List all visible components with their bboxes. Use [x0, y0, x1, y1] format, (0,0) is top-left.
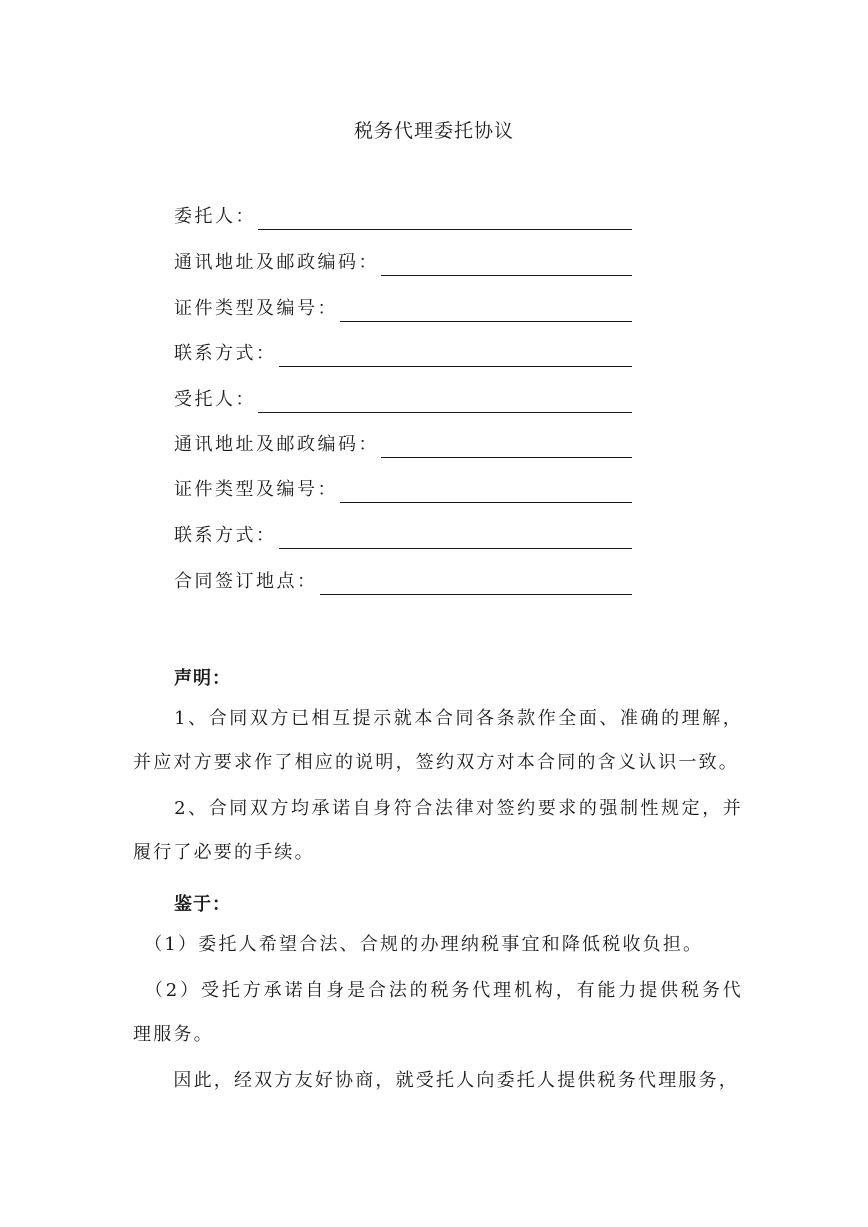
statement-heading: 声明：	[174, 668, 231, 689]
whereas-item-1: （1）委托人希望合法、合规的办理纳税事宜和降低税收负担。	[133, 934, 704, 955]
field-agent-id	[174, 473, 632, 503]
fill-in-line	[279, 526, 633, 549]
field-agent-contact	[174, 519, 632, 549]
field-label: 证件类型及编号：	[174, 298, 338, 319]
fill-in-line	[340, 480, 632, 503]
fill-in-line	[340, 299, 632, 322]
field-agent-address	[174, 428, 632, 458]
field-label: 受托人：	[174, 389, 256, 410]
field-client-id	[174, 292, 632, 322]
field-label: 通讯地址及邮政编码：	[174, 434, 379, 455]
field-label: 证件类型及编号：	[174, 479, 338, 500]
field-client-address	[174, 246, 632, 276]
fill-in-line	[381, 435, 632, 458]
field-client-contact	[174, 337, 632, 367]
fill-in-line	[381, 253, 632, 276]
fill-in-line	[320, 572, 633, 595]
fill-in-line	[279, 344, 633, 367]
statement-paragraph-1: 1、合同双方已相互提示就本合同各条款作全面、准确的理解，并应对方要求作了相应的说明，签约双方对本合同的含义认识一致。	[133, 708, 743, 773]
whereas-item-2: （2）受托方承诺自身是合法的税务代理机构，有能力提供税务代理服务。	[133, 980, 743, 1045]
field-label: 合同签订地点：	[174, 571, 318, 592]
fill-in-line	[258, 207, 632, 230]
statement-paragraph-2: 2、合同双方均承诺自身符合法律对签约要求的强制性规定，并履行了必要的手续。	[133, 798, 743, 863]
fill-in-line	[258, 390, 632, 413]
field-agent	[174, 383, 632, 413]
field-signing-place	[174, 565, 632, 595]
field-client	[174, 200, 632, 230]
document-title: 税务代理委托协议	[353, 120, 514, 142]
field-label: 联系方式：	[174, 525, 277, 546]
field-label: 委托人：	[174, 206, 256, 227]
whereas-heading: 鉴于：	[174, 894, 231, 915]
field-label: 联系方式：	[174, 343, 277, 364]
conclusion-paragraph: 因此，经双方友好协商，就受托人向委托人提供税务代理服务，	[133, 1070, 739, 1091]
field-label: 通讯地址及邮政编码：	[174, 252, 379, 273]
